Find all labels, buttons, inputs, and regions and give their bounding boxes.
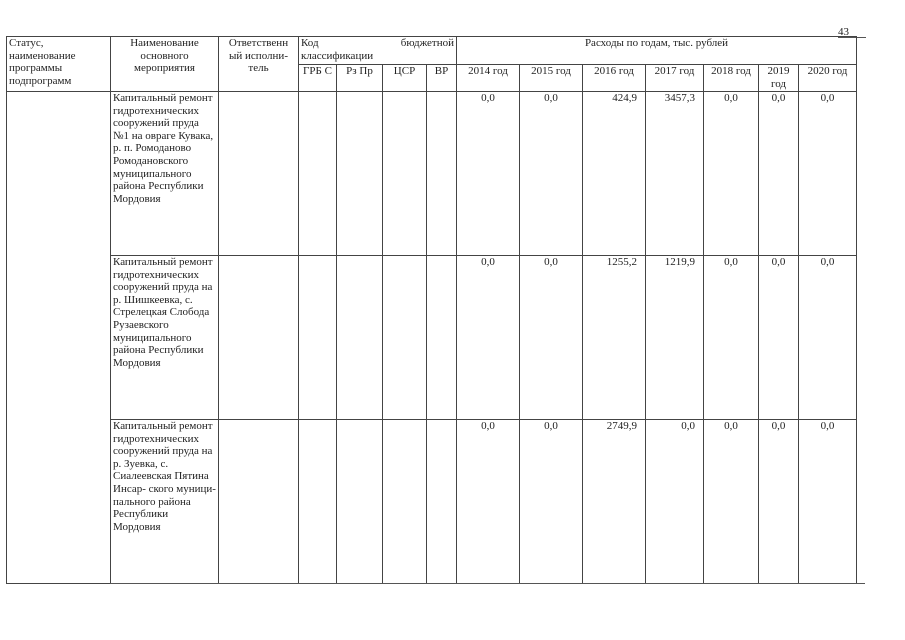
header-expenses: Расходы по годам, тыс. рублей <box>457 37 857 65</box>
header-name: Наименование основного мероприятия <box>111 37 219 92</box>
value-2016: 1255,2 <box>583 256 646 420</box>
value-2017: 3457,3 <box>646 92 704 256</box>
code-csr-cell <box>383 256 427 420</box>
header-status: Статус, наименование программы подпрограмм <box>7 37 111 92</box>
header-code-grbs: ГРБ С <box>299 65 337 92</box>
code-rzpr-cell <box>337 420 383 584</box>
code-csr-cell <box>383 420 427 584</box>
code-vr-cell <box>427 420 457 584</box>
header-code-right: бюджетной <box>400 37 454 49</box>
value-2019: 0,0 <box>759 256 799 420</box>
budget-table <box>6 36 857 584</box>
header-code-vr: ВР <box>427 65 457 92</box>
code-grbs-cell <box>299 92 337 256</box>
value-2019: 0,0 <box>759 92 799 256</box>
value-2015: 0,0 <box>520 420 583 584</box>
responsible-cell <box>219 256 299 420</box>
status-cell <box>7 92 111 584</box>
value-2015: 0,0 <box>520 92 583 256</box>
header-code-rzpr: Рз Пр <box>337 65 383 92</box>
value-2020: 0,0 <box>799 256 857 420</box>
header-budget-code <box>299 37 457 65</box>
header-year-2020: 2020 год <box>799 65 857 92</box>
header-year-2014: 2014 год <box>457 65 520 92</box>
code-vr-cell <box>427 256 457 420</box>
responsible-cell <box>219 420 299 584</box>
header-year-2016: 2016 год <box>583 65 646 92</box>
value-2016: 2749,9 <box>583 420 646 584</box>
code-csr-cell <box>383 92 427 256</box>
responsible-cell <box>219 92 299 256</box>
row-name: Капитальный ремонт гидротехнических сооружений пруда на р. Зуевка, с. Сиалеевская Пятина Инсар- ского муници- пального района Республики Мордовия <box>111 420 219 584</box>
header-responsible: Ответственн ый исполни- тель <box>219 37 299 92</box>
code-rzpr-cell <box>337 256 383 420</box>
header-code-left: Код <box>301 37 319 49</box>
value-2018: 0,0 <box>704 256 759 420</box>
header-code-bottom: классификации <box>301 49 374 62</box>
value-2020: 0,0 <box>799 92 857 256</box>
header-year-2015: 2015 год <box>520 65 583 92</box>
value-2014: 0,0 <box>457 92 520 256</box>
value-2014: 0,0 <box>457 256 520 420</box>
value-2017: 0,0 <box>646 420 704 584</box>
value-2017: 1219,9 <box>646 256 704 420</box>
value-2015: 0,0 <box>520 256 583 420</box>
table-row <box>7 92 857 256</box>
value-2018: 0,0 <box>704 420 759 584</box>
table-row <box>7 420 857 584</box>
value-2019: 0,0 <box>759 420 799 584</box>
row-name: Капитальный ремонт гидротехнических сооружений пруда №1 на овраге Кувака, р. п. Ромоданово Ромодановского муниципального района Республики Мордовия <box>111 92 219 256</box>
value-2020: 0,0 <box>799 420 857 584</box>
page-number: 43 <box>838 26 849 38</box>
header-code-csr: ЦСР <box>383 65 427 92</box>
table-row <box>7 256 857 420</box>
code-grbs-cell <box>299 256 337 420</box>
header-year-2019: 2019 год <box>759 65 799 92</box>
row-name: Капитальный ремонт гидротехнических сооружений пруда на р. Шишкеевка, с. Стрелецкая Слобода Рузаевского муниципального района Республики Мордовия <box>111 256 219 420</box>
header-year-2018: 2018 год <box>704 65 759 92</box>
value-2016: 424,9 <box>583 92 646 256</box>
header-year-2017: 2017 год <box>646 65 704 92</box>
value-2018: 0,0 <box>704 92 759 256</box>
table-bottom-rule <box>110 583 865 584</box>
code-grbs-cell <box>299 420 337 584</box>
code-vr-cell <box>427 92 457 256</box>
code-rzpr-cell <box>337 92 383 256</box>
value-2014: 0,0 <box>457 420 520 584</box>
